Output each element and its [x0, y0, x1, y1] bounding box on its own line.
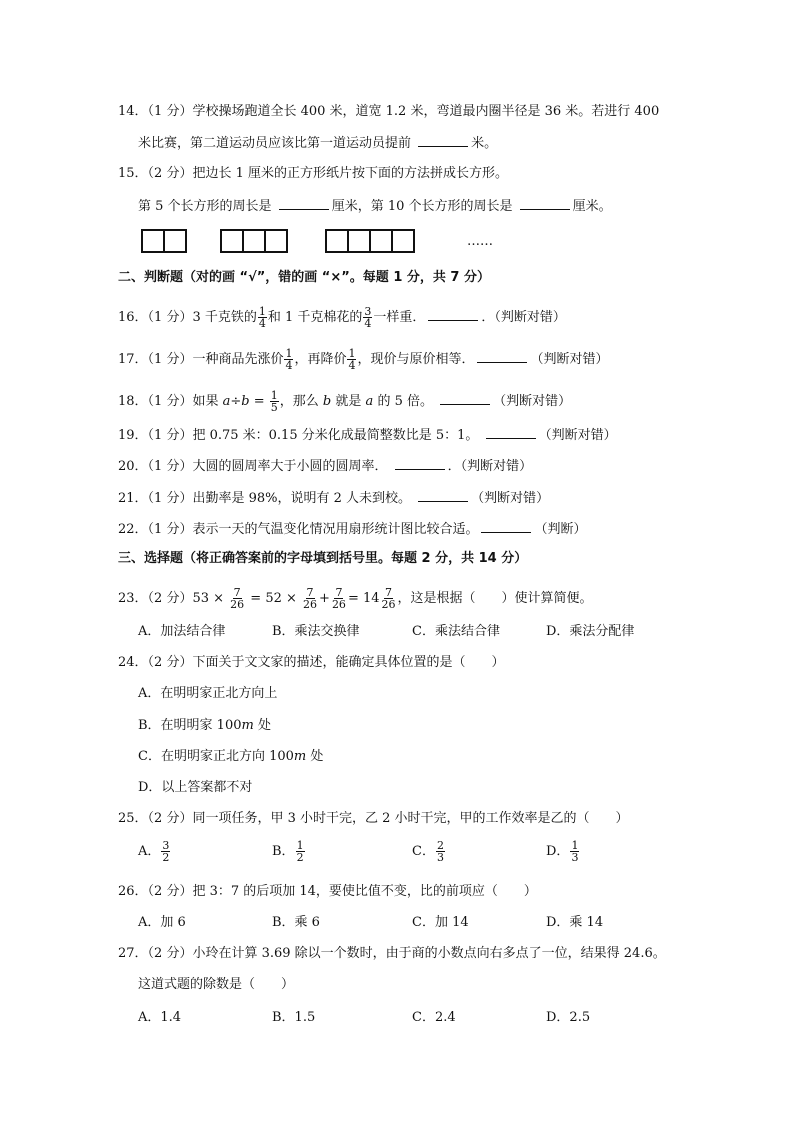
- q19-text-b: （判断对错）: [538, 428, 617, 443]
- square: [163, 229, 187, 253]
- q18-answer-blank[interactable]: [440, 392, 490, 405]
- q23-option-d[interactable]: D．乘法分配律: [546, 624, 635, 639]
- q24-option-d[interactable]: D．以上答案都不对: [138, 780, 253, 795]
- q24-option-b-text: B．在明明家 100: [138, 718, 242, 733]
- fraction: [363, 306, 372, 329]
- denominator: 26: [303, 598, 318, 611]
- q16-answer-blank[interactable]: [428, 308, 478, 321]
- q25-option-c[interactable]: [412, 840, 446, 863]
- numerator: 1: [348, 347, 356, 360]
- fraction: [284, 348, 293, 371]
- q19-text-a: 19．（1 分）把 0.75 米：0.15 分米化成最简整数比是 5：1。: [118, 428, 479, 443]
- square: [264, 229, 288, 253]
- option-letter: C．: [412, 844, 435, 859]
- numerator: 3: [364, 305, 372, 318]
- denominator: 3: [571, 851, 579, 864]
- q22-answer-blank[interactable]: [481, 520, 531, 533]
- q18-text-e: （判断对错）: [493, 394, 572, 409]
- q21-answer-blank[interactable]: [418, 489, 468, 502]
- q27-option-d[interactable]: D．2.5: [546, 1010, 591, 1025]
- q18-text-a: 18．（1 分）如果: [118, 394, 219, 409]
- q24-option-c-text: C．在明明家正北方向 100: [138, 749, 294, 764]
- q14-line2: [138, 134, 497, 152]
- q17-text-c: ，现价与原价相等．: [357, 352, 475, 367]
- numerator: 1: [296, 839, 304, 852]
- q22-text-a: 22．（1 分）表示一天的气温变化情况用扇形统计图比较合适。: [118, 522, 479, 537]
- denominator: 4: [364, 317, 372, 330]
- q15-answer-blank-1[interactable]: [279, 197, 329, 210]
- numerator: 3: [162, 839, 170, 852]
- q21-text-b: （判断对错）: [471, 491, 550, 506]
- q20-text-a: 20．（1 分）大圆的圆周率大于小圆的圆周率．: [118, 459, 388, 474]
- numerator: 1: [258, 305, 266, 318]
- q22-text-b: （判断）: [534, 522, 587, 537]
- square: [347, 229, 371, 253]
- q23-text-c: ，这是根据（ ）使计算简便。: [397, 591, 593, 606]
- rectangle-figure-2: [220, 229, 288, 253]
- q20-answer-blank[interactable]: [395, 457, 445, 470]
- q21: [118, 489, 549, 507]
- section-2-title: 二、判断题（对的画 “√”，错的画 “×”。每题 1 分，共 7 分）: [118, 270, 490, 285]
- denominator: 4: [285, 359, 293, 372]
- q23-option-a[interactable]: A．加法结合律: [138, 624, 226, 639]
- square: [325, 229, 349, 253]
- q24-option-c[interactable]: [138, 749, 323, 765]
- q17-text-d: （判断对错）: [530, 352, 609, 367]
- q16-text-a: 16．（1 分）3 千克铁的: [118, 310, 257, 325]
- q16: [118, 306, 566, 329]
- denominator: 26: [381, 598, 396, 611]
- q25-stem: 25．（2 分）同一项任务，甲 3 小时干完，乙 2 小时干完，甲的工作效率是乙的（ ）: [118, 811, 629, 826]
- denominator: 2: [296, 851, 304, 864]
- q22: [118, 520, 586, 538]
- fraction: [436, 840, 445, 863]
- fraction: [302, 587, 318, 610]
- q26-stem: 26．（2 分）把 3：7 的后项加 14，要使比值不变，比的前项应（ ）: [118, 884, 537, 899]
- q27-option-b[interactable]: B．1.5: [272, 1010, 316, 1025]
- numerator: 7: [385, 586, 393, 599]
- fraction: [331, 587, 347, 610]
- q15-line2: [138, 197, 612, 215]
- unit-m: m: [293, 749, 307, 764]
- denominator: 26: [331, 598, 346, 611]
- numerator: 7: [306, 586, 314, 599]
- q19: [118, 426, 617, 444]
- q27-option-a[interactable]: A．1.4: [138, 1010, 182, 1025]
- fraction: [229, 587, 245, 610]
- q23-eq: = 14: [347, 591, 380, 606]
- square: [369, 229, 393, 253]
- q27-line2: 这道式题的除数是（ ）: [138, 977, 295, 992]
- denominator: 26: [230, 598, 245, 611]
- var-a: a: [365, 394, 374, 409]
- q16-text-d: ．（判断对错）: [481, 310, 566, 325]
- fraction: [381, 587, 397, 610]
- q23: [118, 587, 593, 610]
- q14-answer-blank[interactable]: [418, 134, 468, 147]
- denominator: 3: [436, 851, 444, 864]
- q18: [118, 390, 571, 413]
- q14-text-a: 米比赛，第二道运动员应该比第一道运动员提前: [138, 136, 412, 151]
- q17-text-a: 17．（1 分）一种商品先涨价: [118, 352, 284, 367]
- rectangle-figure-1: [141, 229, 187, 253]
- q27-option-c[interactable]: C．2.4: [412, 1010, 456, 1025]
- q25-option-b[interactable]: [272, 840, 306, 863]
- q25-option-d[interactable]: [546, 840, 580, 863]
- q23-text-a: 23．（2 分）53 ×: [118, 591, 225, 606]
- q27-line1: 27．（2 分）小玲在计算 3.69 除以一个数时，由于商的小数点向右多点了一位，结果得 24.6。: [118, 946, 666, 961]
- q18-text-b: ，那么: [279, 394, 319, 409]
- square: [391, 229, 415, 253]
- q24-stem: 24．（2 分）下面关于文文家的描述，能确定具体位置的是（ ）: [118, 655, 505, 670]
- numerator: 2: [436, 839, 444, 852]
- q24-tail: 处: [310, 749, 324, 764]
- section-3-title: 三、选择题（将正确答案前的字母填到括号里。每题 2 分，共 14 分）: [118, 551, 528, 566]
- var-b: b: [241, 394, 250, 409]
- q18-text-c: 就是: [335, 394, 362, 409]
- q26-option-d[interactable]: D．乘 14: [546, 915, 604, 930]
- option-letter: A．: [138, 844, 161, 859]
- div-sign: ÷: [230, 394, 242, 409]
- q20-text-b: ．（判断对错）: [447, 459, 533, 474]
- q24-option-b[interactable]: [138, 718, 271, 734]
- fraction: [270, 390, 279, 413]
- numerator: 1: [270, 389, 278, 402]
- var-b: b: [322, 394, 332, 409]
- square: [220, 229, 244, 253]
- q23-text-b: = 52 ×: [250, 591, 297, 606]
- q26-option-a[interactable]: A．加 6: [138, 915, 186, 930]
- q23-option-c[interactable]: C．乘法结合律: [412, 624, 500, 639]
- numerator: 1: [285, 347, 293, 360]
- plus-sign: +: [319, 591, 330, 606]
- q19-answer-blank[interactable]: [486, 426, 536, 439]
- option-letter: B．: [272, 844, 295, 859]
- square: [141, 229, 165, 253]
- denominator: 2: [162, 851, 170, 864]
- q24-option-a[interactable]: A．在明明家正北方向上: [138, 686, 278, 701]
- option-letter: D．: [546, 844, 570, 859]
- eq-sign: =: [249, 394, 269, 409]
- q24-tail: 处: [257, 718, 271, 733]
- q17-answer-blank[interactable]: [477, 350, 527, 363]
- q14-line1: 14．（1 分）学校操场跑道全长 400 米，道宽 1.2 米，弯道最内圈半径是 36 米。若进行 400: [118, 104, 660, 119]
- q15-text-c: 厘米。: [572, 199, 612, 214]
- fraction: [161, 840, 170, 863]
- numerator: 7: [335, 586, 343, 599]
- q15-line1: 15．（2 分）把边长 1 厘米的正方形纸片按下面的方法拼成长方形。: [118, 166, 508, 181]
- q21-text-a: 21．（1 分）出勤率是 98%，说明有 2 人未到校。: [118, 491, 412, 506]
- q15-answer-blank-2[interactable]: [520, 197, 570, 210]
- q26-option-b[interactable]: B．乘 6: [272, 915, 320, 930]
- q17: [118, 348, 609, 371]
- q25-option-a[interactable]: [138, 840, 171, 863]
- fraction: [296, 840, 305, 863]
- q18-text-d: 的 5 倍。: [377, 394, 433, 409]
- denominator: 4: [348, 359, 356, 372]
- q23-option-b[interactable]: B．乘法交换律: [272, 624, 360, 639]
- numerator: 1: [571, 839, 579, 852]
- unit-m: m: [241, 718, 254, 733]
- square: [242, 229, 266, 253]
- fraction: [570, 840, 579, 863]
- var-a: a: [222, 394, 231, 409]
- fraction: [258, 306, 267, 329]
- q14-text-b: 米。: [471, 136, 498, 151]
- numerator: 7: [233, 586, 241, 599]
- q15-text-a: 第 5 个长方形的周长是: [138, 199, 272, 214]
- fraction: [347, 348, 356, 371]
- q15-text-b: 厘米，第 10 个长方形的周长是: [331, 199, 513, 214]
- rectangle-figure-3: [325, 229, 415, 253]
- q17-text-b: ，再降价: [294, 352, 347, 367]
- q16-text-c: 一样重．: [373, 310, 426, 325]
- q16-text-b: 和 1 千克棉花的: [267, 310, 363, 325]
- q26-option-c[interactable]: C．加 14: [412, 915, 469, 930]
- q20: [118, 457, 532, 475]
- figure-ellipsis: ……: [467, 234, 493, 249]
- denominator: 4: [258, 317, 266, 330]
- denominator: 5: [270, 401, 278, 414]
